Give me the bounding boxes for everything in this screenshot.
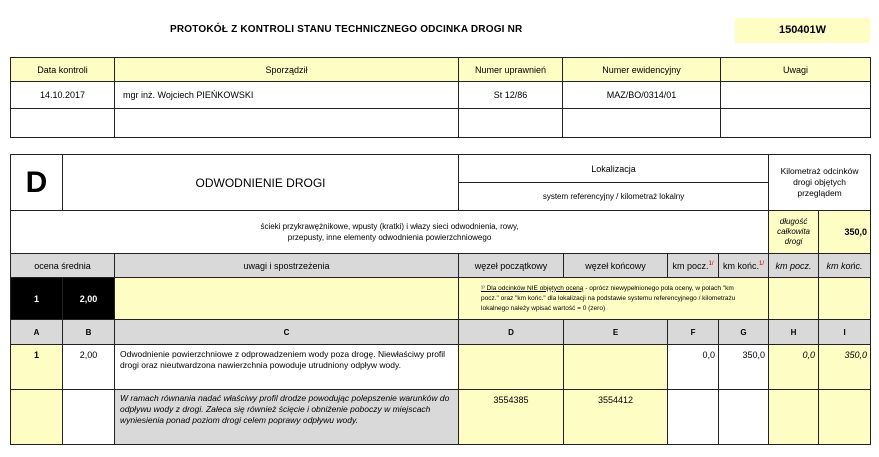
km-end-label: km końc. [723,260,760,271]
summary-remarks[interactable] [115,278,459,320]
row-remark[interactable]: W ramach równania nadać właściwy profil drodze powodując polepszenie warunków do odpływu wody z drogi. Zaleca się również ścięcie i obniżenie poboczy w miejscach wyniesienia ponad poziom drogi celem poprawy odpływu wody. [115,390,459,445]
control-registry[interactable]: MAZ/BO/0314/01 [563,82,721,109]
row-km-end[interactable]: 350,0 [719,345,769,390]
row-rating[interactable]: 2,00 [63,345,115,390]
letter-e: E [564,320,668,345]
col-km-start [668,254,719,278]
total-length[interactable]: 350,0 [819,211,871,254]
letter-f: F [668,320,719,345]
row-index[interactable]: 1 [11,345,63,390]
summary-rating: 2,00 [63,278,115,320]
footnote-mark: 1/ [708,260,714,267]
total-length-label: długość całkowita drogi [769,211,819,254]
localization-label: Lokalizacja [459,155,769,183]
summary-km-start-h[interactable] [769,278,819,320]
footnote-lead: ¹⁾ Dla odcinków NIE objętych oceną [481,284,584,292]
control-permit[interactable]: St 12/86 [459,82,563,109]
col-remarks: uwagi i spostrzeżenia [115,254,459,278]
section-letter: D [11,155,63,211]
empty-cell[interactable] [563,109,721,138]
row-index[interactable] [11,390,63,445]
row-start-node[interactable] [459,345,564,390]
col-date: Data kontroli [11,58,115,82]
letter-b: B [63,320,115,345]
row-km-end[interactable] [719,390,769,445]
empty-cell[interactable] [11,109,115,138]
row-km-end-h[interactable]: 350,0 [819,345,871,390]
control-date[interactable]: 14.10.2017 [11,82,115,109]
summary-km-end-h[interactable] [819,278,871,320]
letter-i: I [819,320,871,345]
drainage-table [10,154,871,445]
summary-index: 1 [11,278,63,320]
letter-h: H [769,320,819,345]
col-km-end-h: km końc. [819,254,871,278]
section-description: ścieki przykrawężnikowe, wpusty (kratki) i włazy sieci odwodnienia, rowy, przepusty, inne elementy odwodnienia powierzchniowego [11,211,769,254]
col-notes: Uwagi [721,58,871,82]
footnote [459,278,769,320]
km-header: Kilometraż odcinków drogi objętych przeglądem [769,155,871,211]
km-start-label: km pocz. [672,260,709,271]
col-permit: Numer uprawnień [459,58,563,82]
row-km-start-h[interactable]: 0,0 [769,345,819,390]
row-rating[interactable] [63,390,115,445]
reference-system: system referencyjny / kilometraż lokalny [459,183,769,211]
letter-a: A [11,320,63,345]
control-author[interactable]: mgr inż. Wojciech PIEŃKOWSKI [115,82,459,109]
section-name: ODWODNIENIE DROGI [63,155,459,211]
col-km-end [719,254,769,278]
row-km-start[interactable] [668,390,719,445]
empty-cell[interactable] [115,109,459,138]
letter-d: D [459,320,564,345]
road-number[interactable]: 150401W [735,18,870,43]
col-km-start-h: km pocz. [769,254,819,278]
protocol-title: PROTOKÓŁ Z KONTROLI STANU TECHNICZNEGO ODCINKA DROGI NR [170,24,523,35]
row-start-node[interactable]: 3554385 [459,390,564,445]
col-start-node: węzeł początkowy [459,254,564,278]
row-km-start[interactable]: 0,0 [668,345,719,390]
control-table [10,57,871,138]
row-end-node[interactable] [564,345,668,390]
row-remark[interactable]: Odwodnienie powierzchniowe z odprowadzeniem wody poza drogę. Niewłaściwy profil drogi oraz nieutwardzona nawierzchnia powoduje utrudniony odpływ wody. [115,345,459,390]
col-author: Sporządził [115,58,459,82]
control-notes[interactable] [721,82,871,109]
empty-cell[interactable] [459,109,563,138]
letter-c: C [115,320,459,345]
footnote-text: - oprócz niewypełnionego pola oceny, w polach "km pocz." oraz "km końc." dla lokalizacji na podstawie systemu referencyjnego / kilometrażu lokalnego należy wpisać wartość = 0 (zero) [481,284,736,312]
empty-cell[interactable] [721,109,871,138]
row-km-start-h[interactable] [769,390,819,445]
col-end-node: węzeł końcowy [564,254,668,278]
row-end-node[interactable]: 3554412 [564,390,668,445]
col-registry: Numer ewidencyjny [563,58,721,82]
title-bar [0,0,879,50]
row-km-end-h[interactable] [819,390,871,445]
footnote-mark: 1/ [759,260,765,267]
col-avg-rating: ocena średnia [11,254,115,278]
letter-g: G [719,320,769,345]
